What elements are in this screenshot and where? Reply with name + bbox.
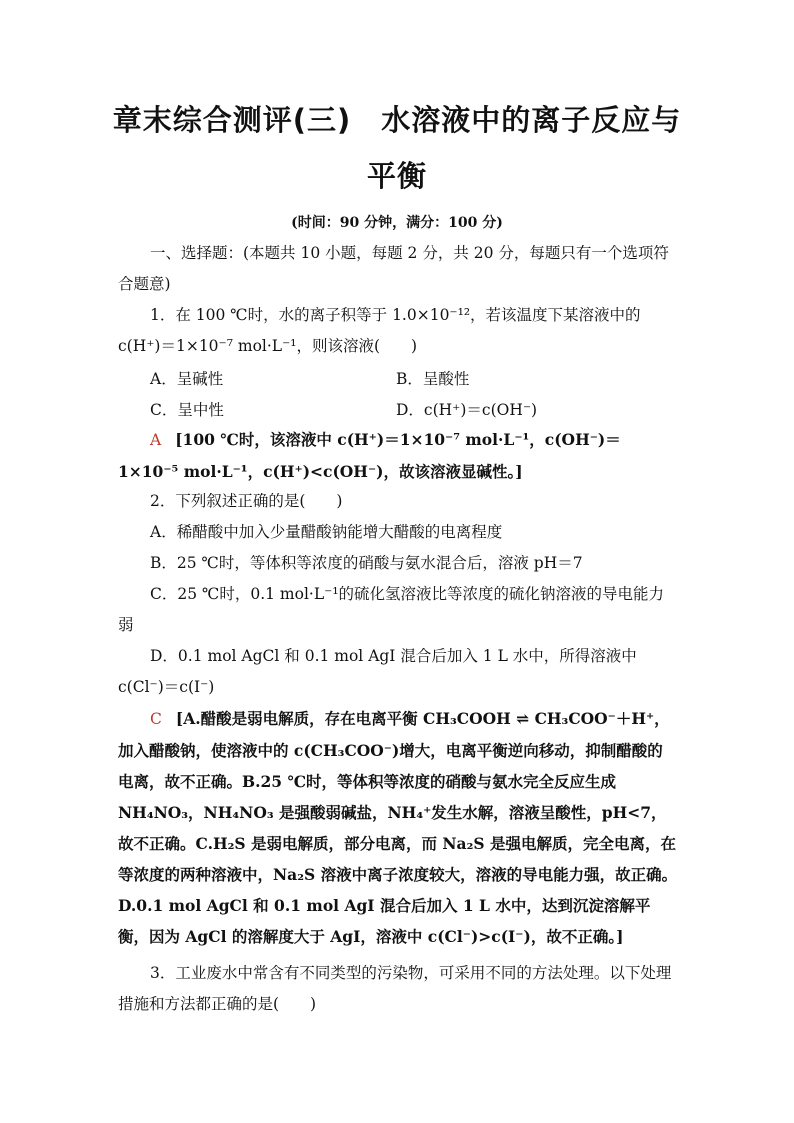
question-2-stem: 2．下列叙述正确的是( ) [150, 492, 343, 510]
q1-answer-letter: A [150, 431, 162, 449]
q2-option-d: D．0.1 mol AgCl 和 0.1 mol AgI 混合后加入 1 L 水中，所得溶液中 c(Cl⁻)＝c(I⁻) [118, 647, 637, 696]
question-3-stem: 3．工业废水中常含有不同类型的污染物，可采用不同的方法处理。以下处理措施和方法都正确的是( ) [118, 964, 672, 1013]
page-title-line2: 平衡 [366, 159, 427, 193]
q1-option-d: D．c(H⁺)＝c(OH⁻) [396, 401, 538, 419]
q2-answer-explanation [118, 703, 678, 952]
q1-option-a: A．呈碱性 [150, 370, 224, 388]
q1-option-c: C．呈中性 [150, 401, 224, 419]
q2-option-c: C．25 ℃时，0.1 mol·L⁻¹的硫化氢溶液比等浓度的硫化钠溶液的导电能力弱 [118, 585, 665, 634]
q2-answer-letter: C [150, 710, 162, 728]
q1-answer-explanation [118, 424, 678, 487]
question-1-stem: 1．在 100 ℃时，水的离子积等于 1.0×10⁻¹²，若该温度下某溶液中的 c(H⁺)＝1×10⁻⁷ mol·L⁻¹，则该溶液( ) [118, 306, 641, 355]
page-title-line1: 章末综合测评(三) 水溶液中的离子反应与 [112, 103, 682, 137]
section-heading: 一、选择题：(本题共 10 小题，每题 2 分，共 20 分，每题只有一个选项符合题意) [118, 244, 669, 293]
q2-option-a: A．稀醋酸中加入少量醋酸钠能增大醋酸的电离程度 [150, 523, 503, 541]
q1-option-b: B．呈酸性 [396, 370, 470, 388]
q1-explanation: [100 ℃时，该溶液中 c(H⁺)＝1×10⁻⁷ mol·L⁻¹，c(OH⁻)＝1×10⁻⁵ mol·L⁻¹，c(H⁺)<c(OH⁻)，故该溶液显碱性。] [118, 430, 621, 481]
q2-explanation: [A.醋酸是弱电解质，存在电离平衡 CH₃COOH ⇌ CH₃COO⁻＋H⁺，加入醋酸钠，使溶液中的 c(CH₃COO⁻)增大，电离平衡逆向移动，抑制醋酸的电离，故不正确。B.25 ℃时，等体积等浓度的硝酸与氨水完全反应生成 NH₄NO₃，NH₄NO₃ 是强酸弱碱盐，NH₄⁺发生水解，溶液呈酸性，pH<7，故不正确。C.H₂S 是弱电解质，部分电离，而 Na₂S 是强电解质，完全电离，在等浓度的两种溶液中，Na₂S 溶液中离子浓度较大，溶液的导电能力强，故正确。D.0.1 mol AgCl 和 0.1 mol AgI 混合后加入 1 L 水中，达到沉淀溶解平衡，因为 AgCl 的溶解度大于 AgI，溶液中 c(Cl⁻)>c(I⁻)，故不正确。] [118, 709, 678, 946]
exam-info: (时间：90 分钟，满分：100 分) [291, 215, 503, 231]
q2-option-b: B．25 ℃时，等体积等浓度的硝酸与氨水混合后，溶液 pH＝7 [150, 554, 583, 572]
